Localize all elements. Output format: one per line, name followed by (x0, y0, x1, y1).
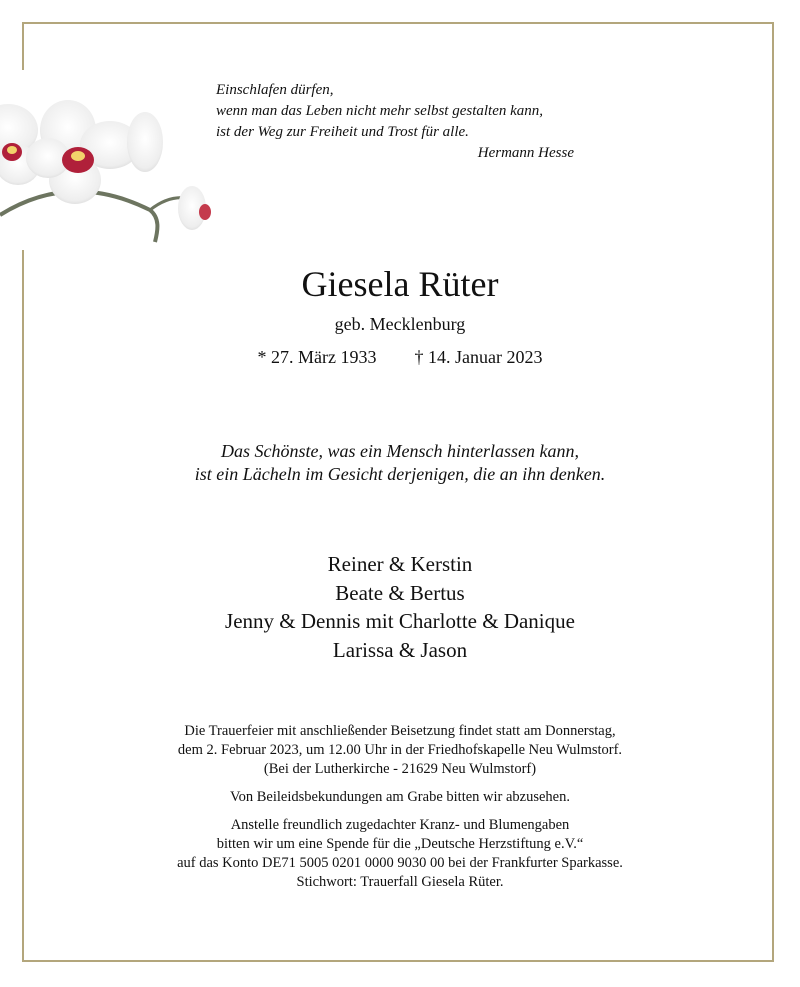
birth-date: * 27. März 1933 (257, 347, 377, 367)
donation-line: auf das Konto DE71 5005 0201 0000 9030 00 bei der Frankfurter Sparkasse. (177, 855, 623, 871)
mourner: Reiner & Kerstin (327, 552, 473, 576)
mourner: Jenny & Dennis mit Charlotte & Danique (225, 609, 575, 633)
motto-line: ist ein Lächeln im Gesicht derjenigen, die an ihn denken. (194, 464, 606, 484)
mourners-list (0, 550, 800, 664)
quote-line: Einschlafen dürfen, (216, 82, 334, 98)
ceremony-line: dem 2. Februar 2023, um 12.00 Uhr in der Friedhofskapelle Neu Wulmstorf. (177, 742, 623, 758)
donation-line: Stichwort: Trauerfall Giesela Rüter. (296, 874, 504, 890)
epigraph-quote (216, 80, 576, 164)
death-date: † 14. Januar 2023 (414, 347, 543, 367)
quote-line: wenn man das Leben nicht mehr selbst gestalten kann, (216, 103, 544, 119)
orchid-icon (0, 70, 230, 250)
condolence-note: Von Beileidsbekundungen am Grabe bitten wir abzusehen. (230, 789, 570, 805)
donation-line: bitten wir um eine Spende für die „Deutsche Herzstiftung e.V.“ (216, 836, 584, 852)
ceremony-line: Die Trauerfeier mit anschließender Beisetzung findet statt am Donnerstag, (184, 723, 616, 739)
ceremony-line: (Bei der Lutherkirche - 21629 Neu Wulmstorf) (263, 761, 537, 777)
birth-name: geb. Mecklenburg (334, 314, 466, 334)
life-dates (0, 347, 800, 368)
deceased-name: Giesela Rüter (301, 264, 499, 304)
funeral-information (0, 722, 800, 892)
donation-line: Anstelle freundlich zugedachter Kranz- und Blumengaben (230, 817, 570, 833)
quote-line: ist der Weg zur Freiheit und Trost für alle. (216, 124, 469, 140)
memorial-motto (0, 440, 800, 486)
mourner: Beate & Bertus (335, 580, 465, 605)
mourner: Larissa & Jason (332, 637, 468, 662)
quote-author: Hermann Hesse (477, 145, 574, 161)
motto-line: Das Schönste, was ein Mensch hinterlassen kann, (221, 441, 579, 461)
